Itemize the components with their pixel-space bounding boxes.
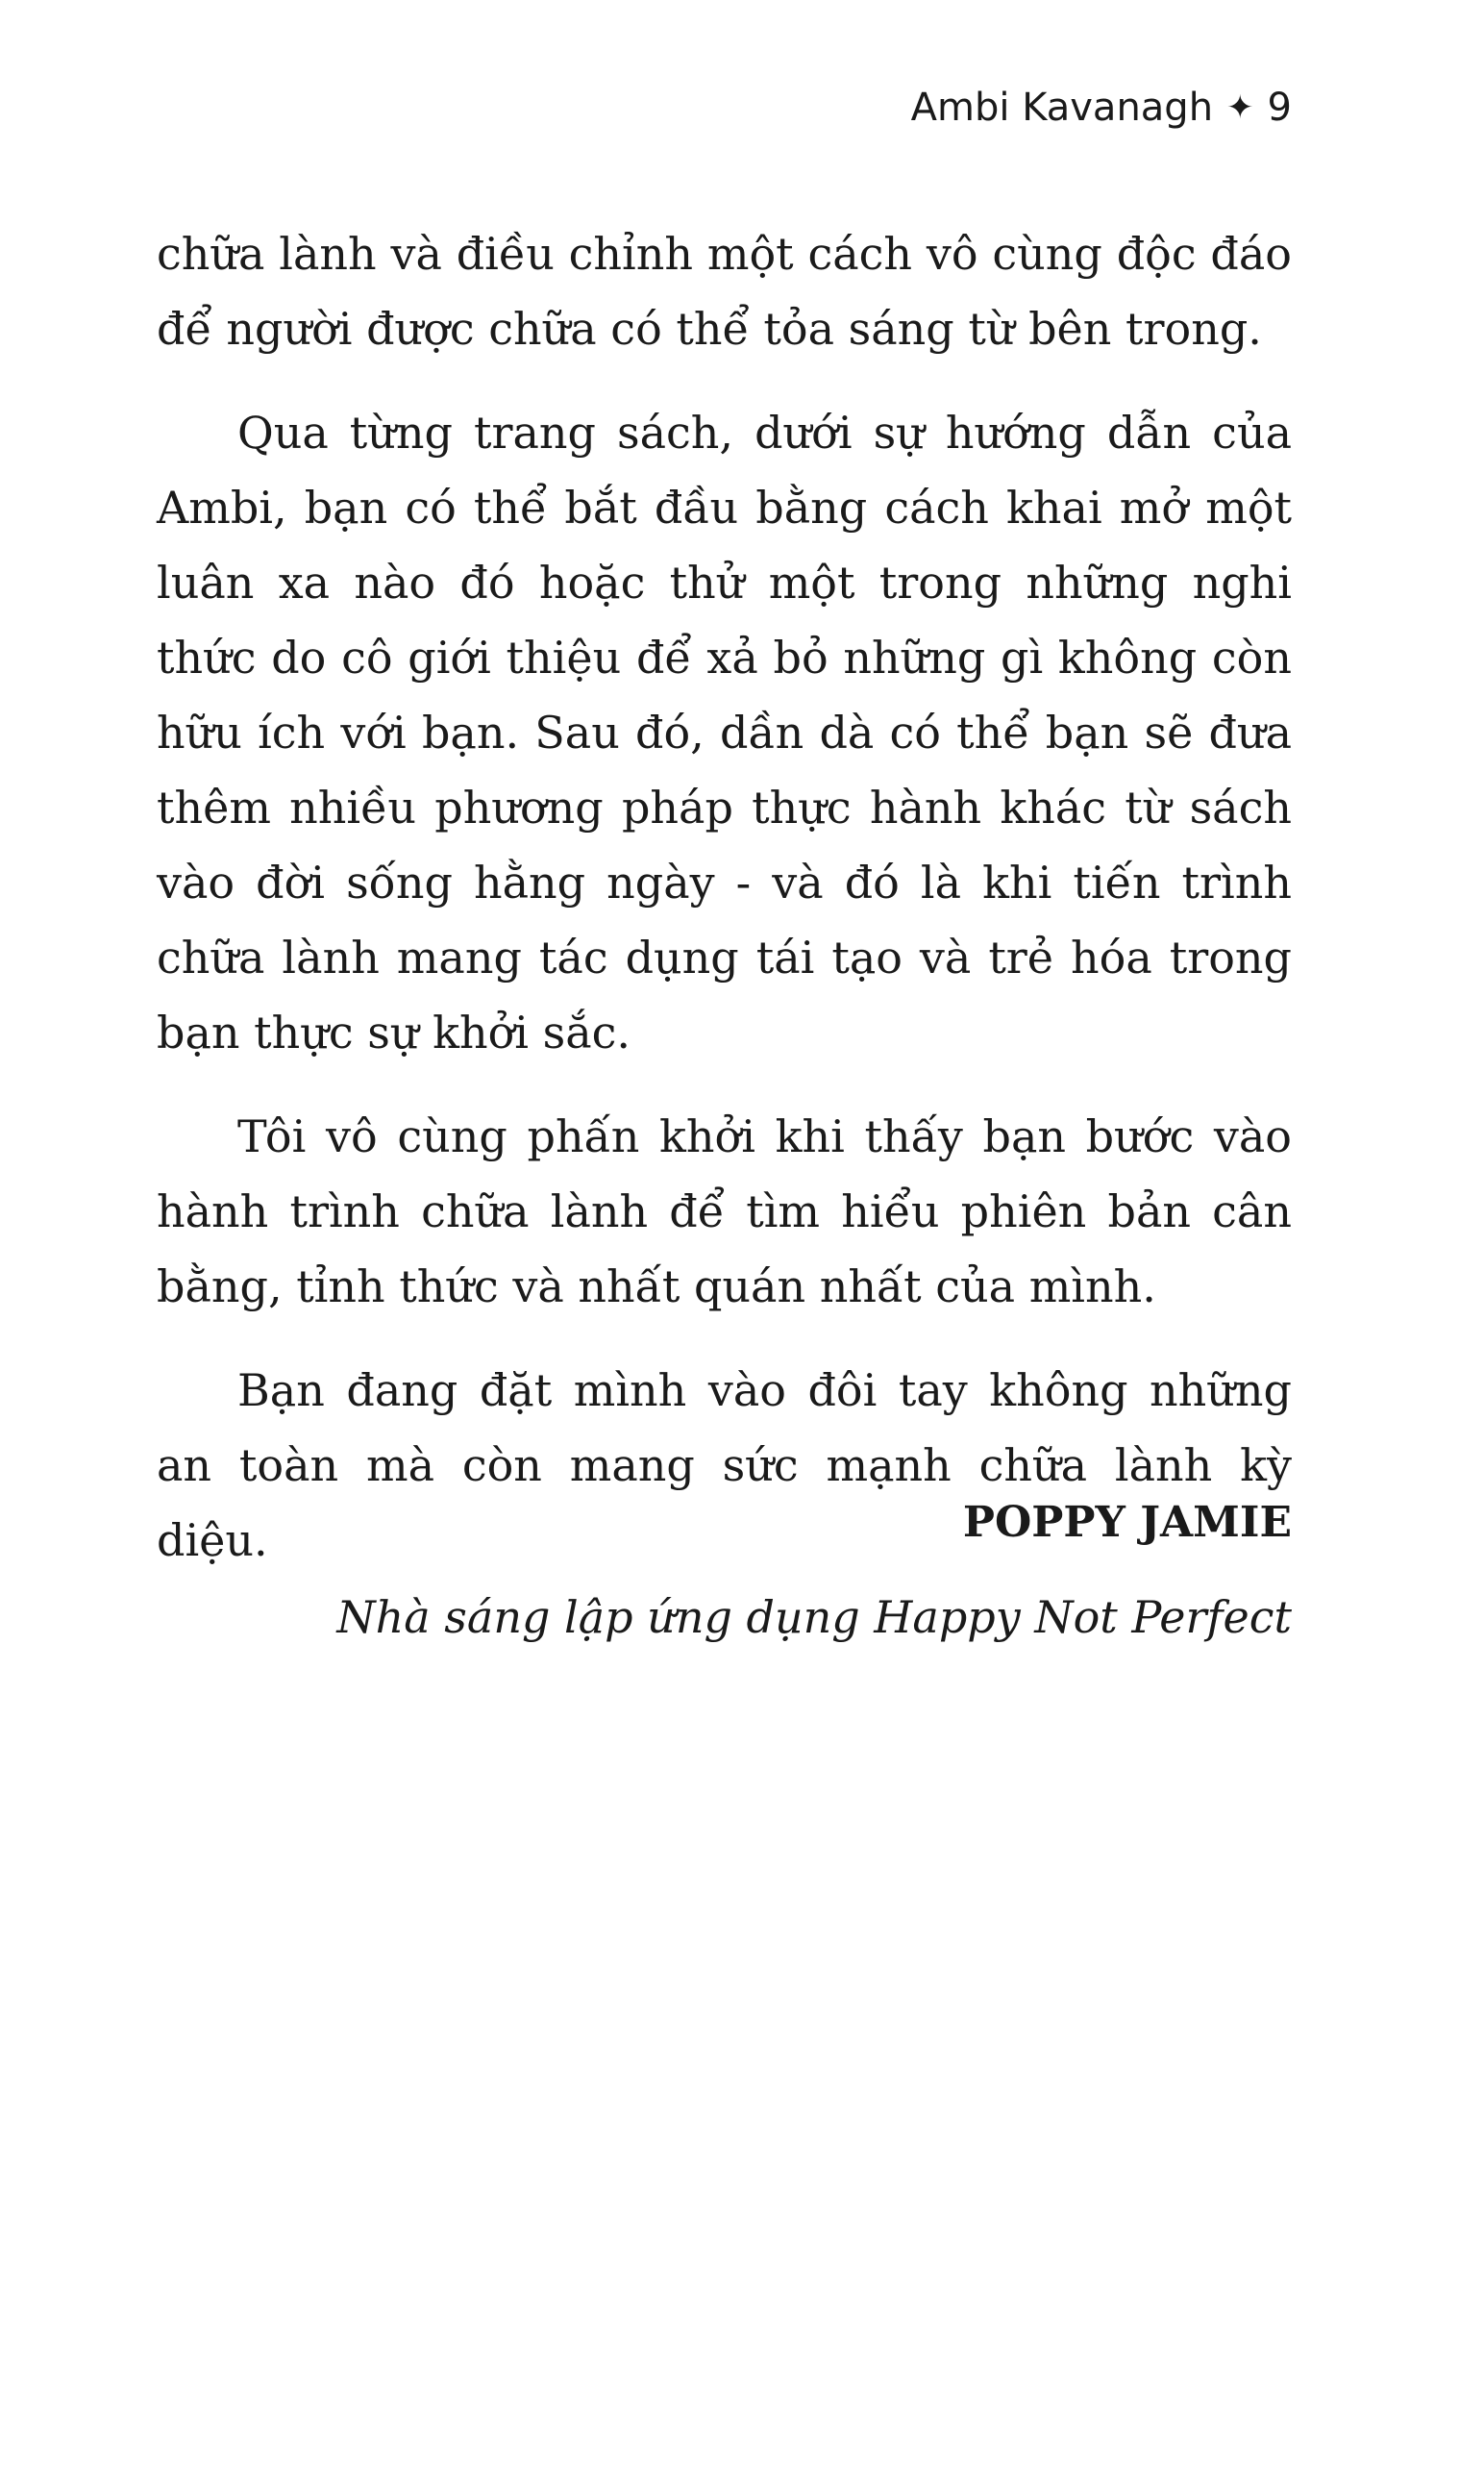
body-text	[157, 216, 1292, 1607]
signature-title: Nhà sáng lập ứng dụng Happy Not Perfect	[336, 1591, 1292, 1643]
paragraph: Tôi vô cùng phấn khởi khi thấy bạn bước vào hành trình chữa lành để tìm hiểu phiên bản cân bằng, tỉnh thức và nhất quán nhất của mình.	[157, 1110, 1292, 1312]
page-number: 9	[1267, 86, 1292, 130]
paragraph: Bạn đang đặt mình vào đôi tay không những an toàn mà còn mang sức mạnh chữa lành kỳ diệu.	[157, 1364, 1292, 1566]
signature-name: POPPY JAMIE	[962, 1498, 1292, 1547]
signature-block	[336, 1485, 1292, 1655]
paragraph: Qua từng trang sách, dưới sự hướng dẫn của Ambi, bạn có thể bắt đầu bằng cách khai mở một luân xa nào đó hoặc thử một trong những nghi thức do cô giới thiệu để xả bỏ những gì không còn hữu ích với bạn. Sau đó, dần dà có thể bạn sẽ đưa thêm nhiều phương pháp thực hành khác từ sách vào đời sống hằng ngày - và đó là khi tiến trình chữa lành mang tác dụng tái tạo và trẻ hóa trong bạn thực sự khởi sắc.	[157, 407, 1292, 1059]
running-header	[910, 86, 1292, 130]
four-point-star-icon: ✦	[1226, 88, 1254, 127]
running-header-author: Ambi Kavanagh	[910, 86, 1214, 130]
paragraph-continuation: chữa lành và điều chỉnh một cách vô cùng độc đáo để người được chữa có thể tỏa sáng từ bên trong.	[157, 228, 1292, 355]
